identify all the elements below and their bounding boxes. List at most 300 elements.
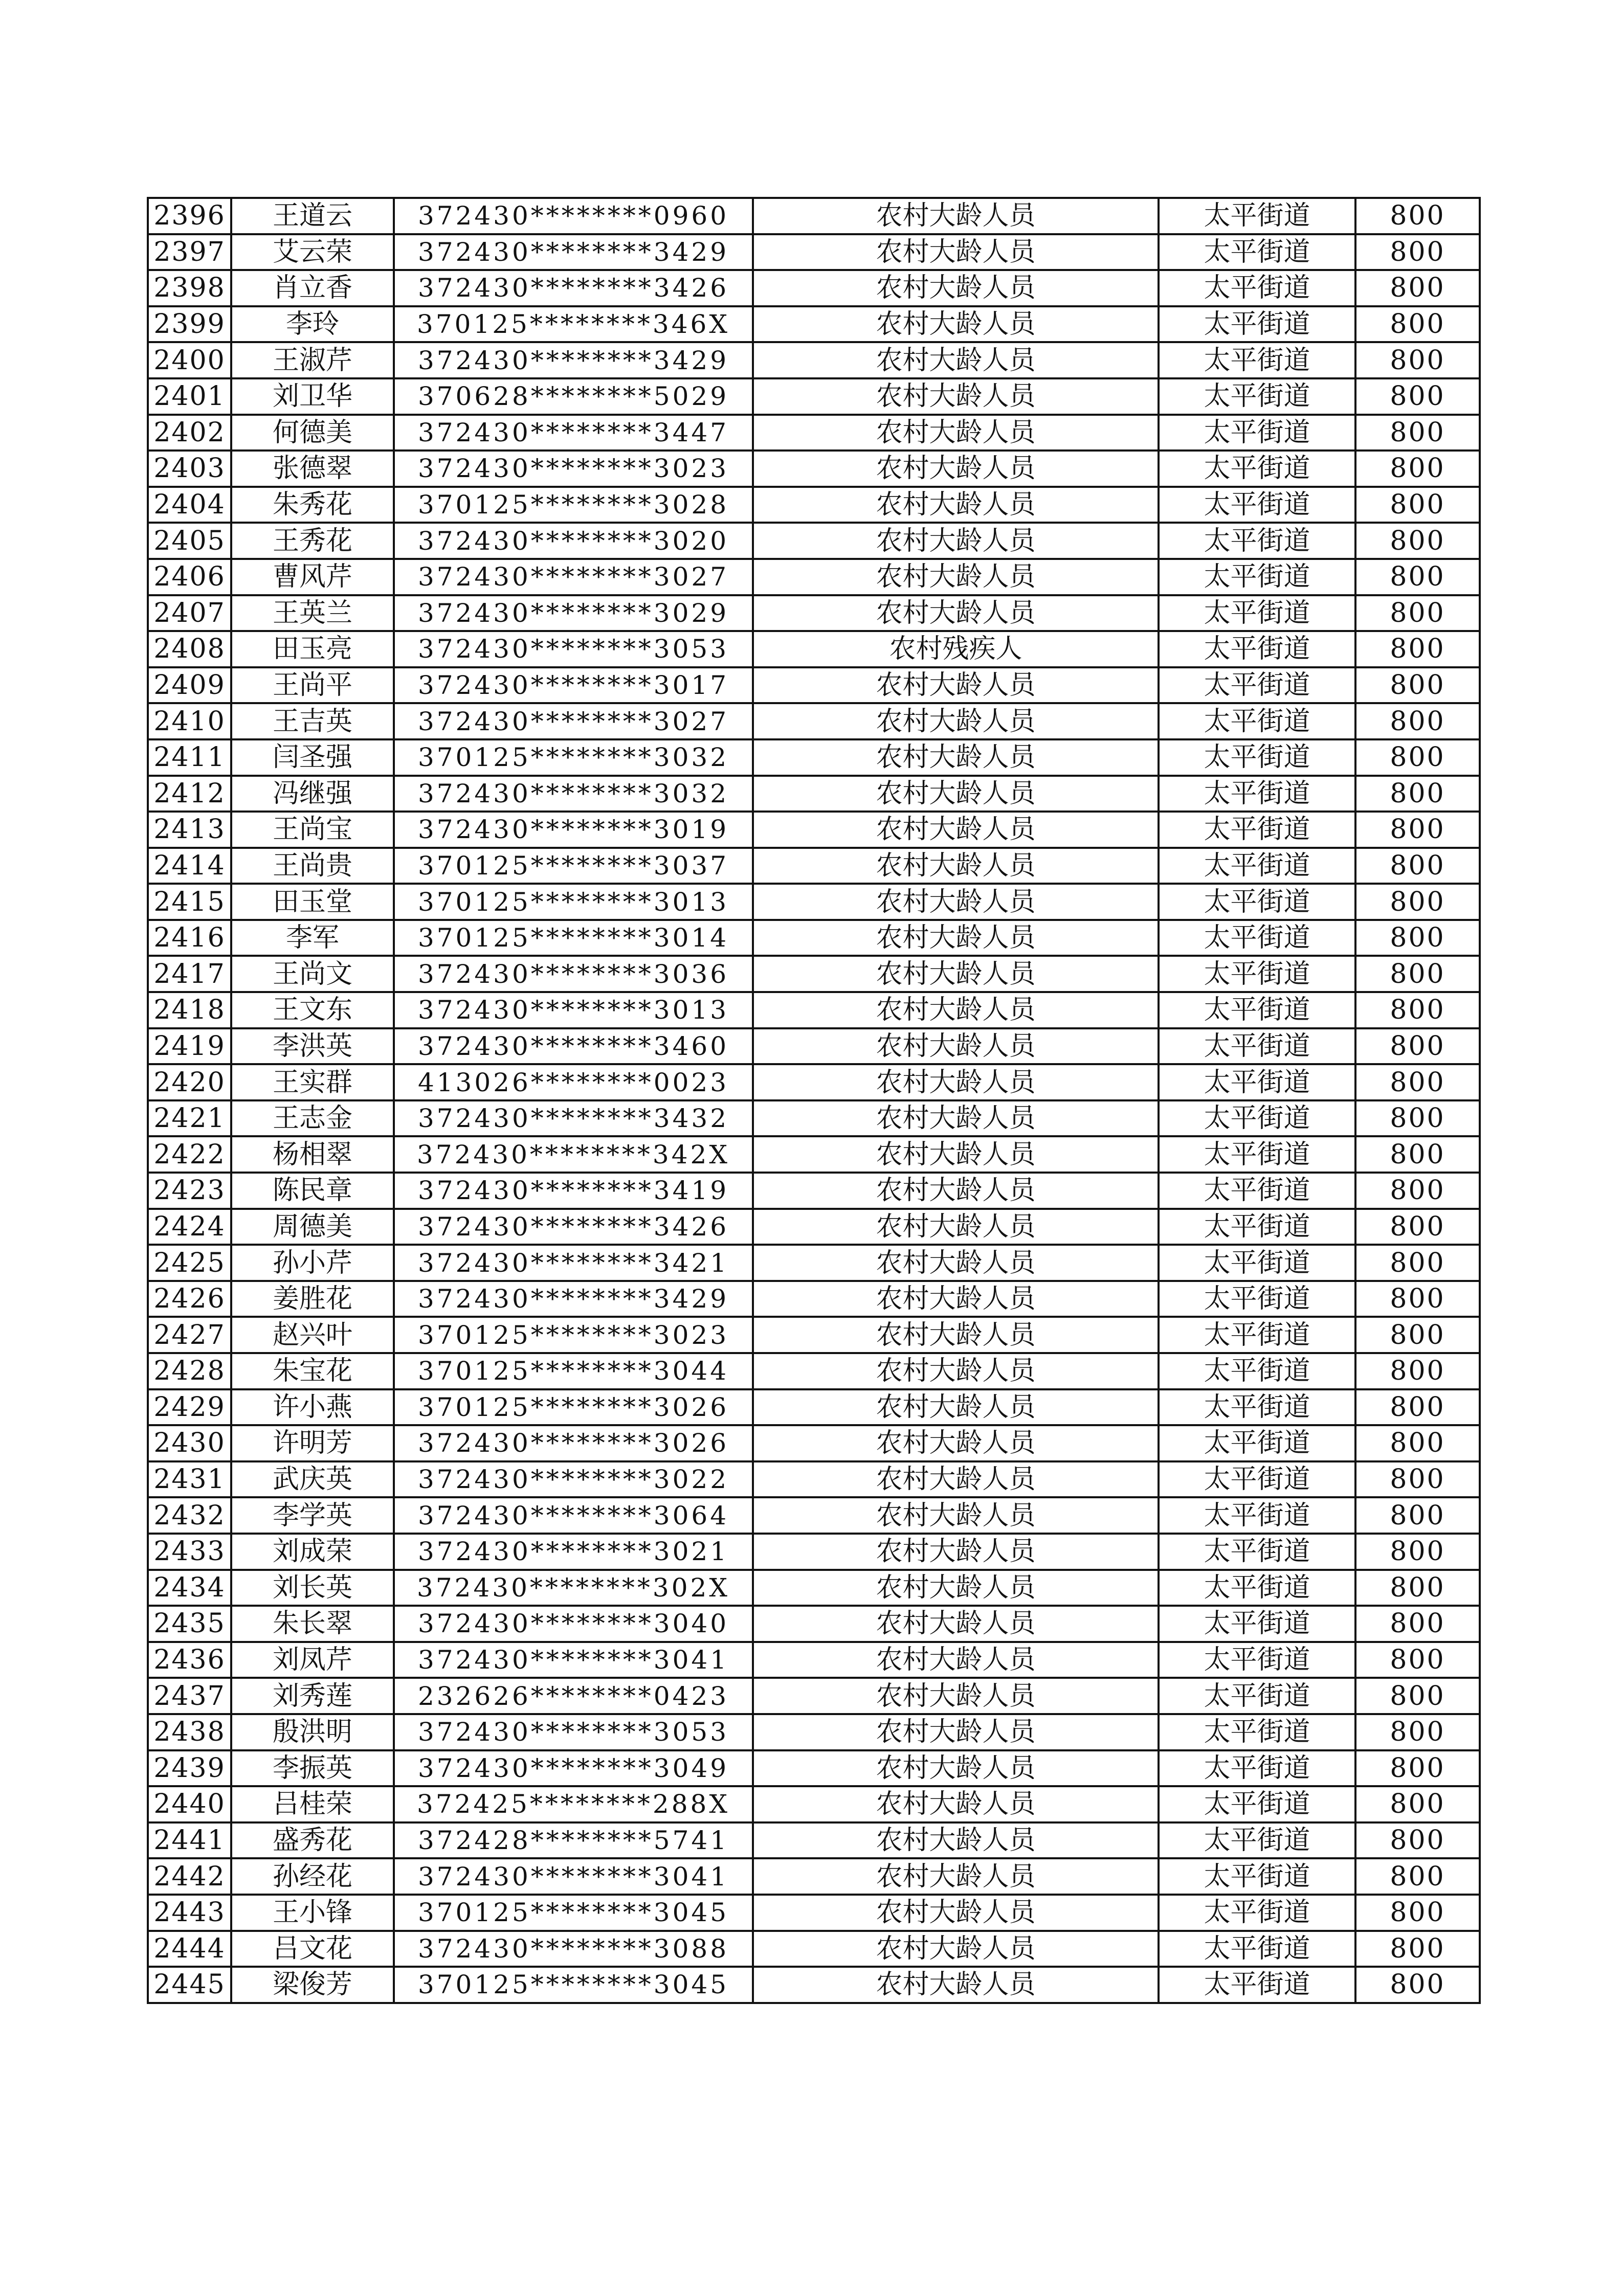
category-cell: 农村大龄人员 xyxy=(753,1967,1159,2003)
id-number-cell: 372430********3460 xyxy=(394,1028,753,1065)
id-number-cell: 370125********3037 xyxy=(394,848,753,884)
category-cell: 农村大龄人员 xyxy=(753,1425,1159,1461)
category-cell: 农村大龄人员 xyxy=(753,1353,1159,1389)
id-number-cell: 370628********5029 xyxy=(394,378,753,415)
name-cell: 田玉亮 xyxy=(231,631,394,667)
seq-cell: 2403 xyxy=(148,451,231,487)
street-cell: 太平街道 xyxy=(1159,451,1355,487)
id-number-cell: 232626********0423 xyxy=(394,1678,753,1714)
name-cell: 何德美 xyxy=(231,415,394,451)
table-row xyxy=(148,739,1480,776)
category-cell: 农村大龄人员 xyxy=(753,1895,1159,1931)
id-number-cell: 372430********3017 xyxy=(394,667,753,704)
id-number-cell: 372425********288X xyxy=(394,1786,753,1822)
table-row xyxy=(148,523,1480,559)
name-cell: 刘卫华 xyxy=(231,378,394,415)
table-row xyxy=(148,884,1480,920)
seq-cell: 2426 xyxy=(148,1281,231,1317)
name-cell: 王淑芹 xyxy=(231,342,394,378)
category-cell: 农村大龄人员 xyxy=(753,595,1159,632)
id-number-cell: 372430********0960 xyxy=(394,198,753,234)
category-cell: 农村大龄人员 xyxy=(753,1606,1159,1642)
name-cell: 李振英 xyxy=(231,1750,394,1787)
name-cell: 刘秀莲 xyxy=(231,1678,394,1714)
id-number-cell: 372430********3029 xyxy=(394,595,753,632)
name-cell: 王文东 xyxy=(231,992,394,1028)
id-number-cell: 372430********3049 xyxy=(394,1750,753,1787)
name-cell: 王道云 xyxy=(231,198,394,234)
amount-cell: 800 xyxy=(1355,1389,1480,1426)
id-number-cell: 372430********3429 xyxy=(394,234,753,271)
amount-cell: 800 xyxy=(1355,487,1480,523)
category-cell: 农村大龄人员 xyxy=(753,812,1159,848)
id-number-cell: 372430********3040 xyxy=(394,1606,753,1642)
amount-cell: 800 xyxy=(1355,920,1480,956)
street-cell: 太平街道 xyxy=(1159,1353,1355,1389)
street-cell: 太平街道 xyxy=(1159,1425,1355,1461)
amount-cell: 800 xyxy=(1355,1642,1480,1678)
amount-cell: 800 xyxy=(1355,1425,1480,1461)
street-cell: 太平街道 xyxy=(1159,559,1355,595)
street-cell: 太平街道 xyxy=(1159,523,1355,559)
category-cell: 农村大龄人员 xyxy=(753,1209,1159,1245)
category-cell: 农村大龄人员 xyxy=(753,523,1159,559)
street-cell: 太平街道 xyxy=(1159,306,1355,343)
amount-cell: 800 xyxy=(1355,1606,1480,1642)
category-cell: 农村大龄人员 xyxy=(753,667,1159,704)
table-row xyxy=(148,1028,1480,1065)
seq-cell: 2405 xyxy=(148,523,231,559)
amount-cell: 800 xyxy=(1355,1714,1480,1750)
category-cell: 农村大龄人员 xyxy=(753,198,1159,234)
table-row xyxy=(148,1822,1480,1859)
street-cell: 太平街道 xyxy=(1159,198,1355,234)
amount-cell: 800 xyxy=(1355,776,1480,812)
table-row xyxy=(148,198,1480,234)
table-row xyxy=(148,1642,1480,1678)
seq-cell: 2396 xyxy=(148,198,231,234)
category-cell: 农村大龄人员 xyxy=(753,1534,1159,1570)
table-row xyxy=(148,1967,1480,2003)
street-cell: 太平街道 xyxy=(1159,1895,1355,1931)
category-cell: 农村大龄人员 xyxy=(753,1497,1159,1534)
amount-cell: 800 xyxy=(1355,1750,1480,1787)
name-cell: 王吉英 xyxy=(231,703,394,739)
name-cell: 梁俊芳 xyxy=(231,1967,394,2003)
street-cell: 太平街道 xyxy=(1159,1642,1355,1678)
name-cell: 许明芳 xyxy=(231,1425,394,1461)
table-row xyxy=(148,992,1480,1028)
name-cell: 孙经花 xyxy=(231,1858,394,1895)
amount-cell: 800 xyxy=(1355,1858,1480,1895)
category-cell: 农村大龄人员 xyxy=(753,703,1159,739)
id-number-cell: 372430********3421 xyxy=(394,1245,753,1281)
category-cell: 农村大龄人员 xyxy=(753,306,1159,343)
street-cell: 太平街道 xyxy=(1159,1173,1355,1209)
id-number-cell: 372430********3429 xyxy=(394,342,753,378)
table-row xyxy=(148,812,1480,848)
street-cell: 太平街道 xyxy=(1159,342,1355,378)
seq-cell: 2425 xyxy=(148,1245,231,1281)
seq-cell: 2414 xyxy=(148,848,231,884)
name-cell: 艾云荣 xyxy=(231,234,394,271)
amount-cell: 800 xyxy=(1355,1136,1480,1173)
name-cell: 周德美 xyxy=(231,1209,394,1245)
table-row xyxy=(148,920,1480,956)
seq-cell: 2417 xyxy=(148,956,231,992)
category-cell: 农村大龄人员 xyxy=(753,776,1159,812)
amount-cell: 800 xyxy=(1355,523,1480,559)
street-cell: 太平街道 xyxy=(1159,776,1355,812)
seq-cell: 2415 xyxy=(148,884,231,920)
street-cell: 太平街道 xyxy=(1159,920,1355,956)
name-cell: 武庆英 xyxy=(231,1461,394,1498)
amount-cell: 800 xyxy=(1355,1245,1480,1281)
amount-cell: 800 xyxy=(1355,1317,1480,1353)
amount-cell: 800 xyxy=(1355,1353,1480,1389)
name-cell: 王尚文 xyxy=(231,956,394,992)
table-row xyxy=(148,451,1480,487)
amount-cell: 800 xyxy=(1355,1967,1480,2003)
amount-cell: 800 xyxy=(1355,1209,1480,1245)
seq-cell: 2418 xyxy=(148,992,231,1028)
street-cell: 太平街道 xyxy=(1159,812,1355,848)
roster-table xyxy=(147,197,1481,2004)
name-cell: 刘长英 xyxy=(231,1570,394,1606)
table-row xyxy=(148,1606,1480,1642)
name-cell: 刘成荣 xyxy=(231,1534,394,1570)
id-number-cell: 370125********346X xyxy=(394,306,753,343)
table-row xyxy=(148,415,1480,451)
seq-cell: 2406 xyxy=(148,559,231,595)
id-number-cell: 372430********3447 xyxy=(394,415,753,451)
category-cell: 农村大龄人员 xyxy=(753,1786,1159,1822)
amount-cell: 800 xyxy=(1355,1461,1480,1498)
seq-cell: 2399 xyxy=(148,306,231,343)
category-cell: 农村大龄人员 xyxy=(753,559,1159,595)
id-number-cell: 370125********3045 xyxy=(394,1895,753,1931)
street-cell: 太平街道 xyxy=(1159,1822,1355,1859)
seq-cell: 2438 xyxy=(148,1714,231,1750)
seq-cell: 2423 xyxy=(148,1173,231,1209)
table-row xyxy=(148,956,1480,992)
name-cell: 孙小芹 xyxy=(231,1245,394,1281)
table-row xyxy=(148,667,1480,704)
amount-cell: 800 xyxy=(1355,270,1480,306)
name-cell: 王英兰 xyxy=(231,595,394,632)
category-cell: 农村大龄人员 xyxy=(753,451,1159,487)
table-row xyxy=(148,1931,1480,1967)
table-row xyxy=(148,1497,1480,1534)
name-cell: 吕桂荣 xyxy=(231,1786,394,1822)
table-row xyxy=(148,306,1480,343)
name-cell: 王秀花 xyxy=(231,523,394,559)
category-cell: 农村大龄人员 xyxy=(753,1389,1159,1426)
table-row xyxy=(148,1064,1480,1100)
category-cell: 农村大龄人员 xyxy=(753,487,1159,523)
street-cell: 太平街道 xyxy=(1159,1281,1355,1317)
id-number-cell: 370125********3045 xyxy=(394,1967,753,2003)
street-cell: 太平街道 xyxy=(1159,1064,1355,1100)
id-number-cell: 372430********3041 xyxy=(394,1858,753,1895)
seq-cell: 2439 xyxy=(148,1750,231,1787)
id-number-cell: 372430********3432 xyxy=(394,1100,753,1137)
street-cell: 太平街道 xyxy=(1159,884,1355,920)
category-cell: 农村大龄人员 xyxy=(753,1858,1159,1895)
category-cell: 农村大龄人员 xyxy=(753,234,1159,271)
street-cell: 太平街道 xyxy=(1159,667,1355,704)
name-cell: 张德翠 xyxy=(231,451,394,487)
category-cell: 农村大龄人员 xyxy=(753,270,1159,306)
street-cell: 太平街道 xyxy=(1159,703,1355,739)
street-cell: 太平街道 xyxy=(1159,992,1355,1028)
table-row xyxy=(148,1389,1480,1426)
id-number-cell: 370125********3028 xyxy=(394,487,753,523)
seq-cell: 2416 xyxy=(148,920,231,956)
seq-cell: 2435 xyxy=(148,1606,231,1642)
id-number-cell: 372430********3419 xyxy=(394,1173,753,1209)
street-cell: 太平街道 xyxy=(1159,1570,1355,1606)
category-cell: 农村大龄人员 xyxy=(753,1028,1159,1065)
table-row xyxy=(148,595,1480,632)
category-cell: 农村大龄人员 xyxy=(753,848,1159,884)
amount-cell: 800 xyxy=(1355,595,1480,632)
id-number-cell: 372430********3036 xyxy=(394,956,753,992)
table-row xyxy=(148,1317,1480,1353)
amount-cell: 800 xyxy=(1355,342,1480,378)
name-cell: 朱秀花 xyxy=(231,487,394,523)
street-cell: 太平街道 xyxy=(1159,848,1355,884)
id-number-cell: 372430********3053 xyxy=(394,1714,753,1750)
seq-cell: 2424 xyxy=(148,1209,231,1245)
id-number-cell: 413026********0023 xyxy=(394,1064,753,1100)
amount-cell: 800 xyxy=(1355,812,1480,848)
name-cell: 李玲 xyxy=(231,306,394,343)
table-row xyxy=(148,1534,1480,1570)
seq-cell: 2413 xyxy=(148,812,231,848)
id-number-cell: 372430********3019 xyxy=(394,812,753,848)
table-row xyxy=(148,342,1480,378)
category-cell: 农村大龄人员 xyxy=(753,415,1159,451)
id-number-cell: 372430********3026 xyxy=(394,1425,753,1461)
seq-cell: 2441 xyxy=(148,1822,231,1859)
category-cell: 农村大龄人员 xyxy=(753,920,1159,956)
id-number-cell: 370125********3026 xyxy=(394,1389,753,1426)
seq-cell: 2432 xyxy=(148,1497,231,1534)
category-cell: 农村大龄人员 xyxy=(753,378,1159,415)
seq-cell: 2409 xyxy=(148,667,231,704)
street-cell: 太平街道 xyxy=(1159,1786,1355,1822)
street-cell: 太平街道 xyxy=(1159,1858,1355,1895)
name-cell: 朱宝花 xyxy=(231,1353,394,1389)
seq-cell: 2421 xyxy=(148,1100,231,1137)
amount-cell: 800 xyxy=(1355,1497,1480,1534)
amount-cell: 800 xyxy=(1355,1822,1480,1859)
table-row xyxy=(148,1786,1480,1822)
id-number-cell: 370125********3032 xyxy=(394,739,753,776)
table-row xyxy=(148,1895,1480,1931)
amount-cell: 800 xyxy=(1355,306,1480,343)
street-cell: 太平街道 xyxy=(1159,1245,1355,1281)
category-cell: 农村大龄人员 xyxy=(753,342,1159,378)
id-number-cell: 372430********3053 xyxy=(394,631,753,667)
name-cell: 盛秀花 xyxy=(231,1822,394,1859)
name-cell: 冯继强 xyxy=(231,776,394,812)
seq-cell: 2401 xyxy=(148,378,231,415)
street-cell: 太平街道 xyxy=(1159,739,1355,776)
name-cell: 许小燕 xyxy=(231,1389,394,1426)
roster-body xyxy=(148,198,1480,2003)
amount-cell: 800 xyxy=(1355,884,1480,920)
amount-cell: 800 xyxy=(1355,1570,1480,1606)
name-cell: 王尚平 xyxy=(231,667,394,704)
seq-cell: 2442 xyxy=(148,1858,231,1895)
amount-cell: 800 xyxy=(1355,1100,1480,1137)
amount-cell: 800 xyxy=(1355,1678,1480,1714)
category-cell: 农村大龄人员 xyxy=(753,1570,1159,1606)
street-cell: 太平街道 xyxy=(1159,595,1355,632)
seq-cell: 2434 xyxy=(148,1570,231,1606)
id-number-cell: 370125********3014 xyxy=(394,920,753,956)
amount-cell: 800 xyxy=(1355,992,1480,1028)
id-number-cell: 372430********3429 xyxy=(394,1281,753,1317)
name-cell: 杨相翠 xyxy=(231,1136,394,1173)
amount-cell: 800 xyxy=(1355,1281,1480,1317)
seq-cell: 2422 xyxy=(148,1136,231,1173)
id-number-cell: 372430********3088 xyxy=(394,1931,753,1967)
category-cell: 农村大龄人员 xyxy=(753,1100,1159,1137)
street-cell: 太平街道 xyxy=(1159,1209,1355,1245)
name-cell: 刘凤芹 xyxy=(231,1642,394,1678)
seq-cell: 2407 xyxy=(148,595,231,632)
street-cell: 太平街道 xyxy=(1159,487,1355,523)
seq-cell: 2419 xyxy=(148,1028,231,1065)
amount-cell: 800 xyxy=(1355,956,1480,992)
amount-cell: 800 xyxy=(1355,1028,1480,1065)
street-cell: 太平街道 xyxy=(1159,1461,1355,1498)
amount-cell: 800 xyxy=(1355,415,1480,451)
name-cell: 李军 xyxy=(231,920,394,956)
name-cell: 王尚贵 xyxy=(231,848,394,884)
id-number-cell: 370125********3044 xyxy=(394,1353,753,1389)
street-cell: 太平街道 xyxy=(1159,1967,1355,2003)
id-number-cell: 372430********3041 xyxy=(394,1642,753,1678)
street-cell: 太平街道 xyxy=(1159,415,1355,451)
id-number-cell: 372430********342X xyxy=(394,1136,753,1173)
name-cell: 王实群 xyxy=(231,1064,394,1100)
amount-cell: 800 xyxy=(1355,451,1480,487)
category-cell: 农村大龄人员 xyxy=(753,1714,1159,1750)
amount-cell: 800 xyxy=(1355,378,1480,415)
table-row xyxy=(148,234,1480,271)
category-cell: 农村大龄人员 xyxy=(753,1317,1159,1353)
seq-cell: 2445 xyxy=(148,1967,231,2003)
category-cell: 农村大龄人员 xyxy=(753,1136,1159,1173)
table-row xyxy=(148,1858,1480,1895)
seq-cell: 2428 xyxy=(148,1353,231,1389)
seq-cell: 2402 xyxy=(148,415,231,451)
amount-cell: 800 xyxy=(1355,198,1480,234)
category-cell: 农村大龄人员 xyxy=(753,1173,1159,1209)
seq-cell: 2420 xyxy=(148,1064,231,1100)
amount-cell: 800 xyxy=(1355,1895,1480,1931)
seq-cell: 2411 xyxy=(148,739,231,776)
id-number-cell: 372430********3027 xyxy=(394,559,753,595)
id-number-cell: 372430********3426 xyxy=(394,270,753,306)
street-cell: 太平街道 xyxy=(1159,1100,1355,1137)
id-number-cell: 372428********5741 xyxy=(394,1822,753,1859)
table-row xyxy=(148,1425,1480,1461)
table-row xyxy=(148,1678,1480,1714)
seq-cell: 2431 xyxy=(148,1461,231,1498)
id-number-cell: 372430********3020 xyxy=(394,523,753,559)
street-cell: 太平街道 xyxy=(1159,1534,1355,1570)
amount-cell: 800 xyxy=(1355,1064,1480,1100)
seq-cell: 2400 xyxy=(148,342,231,378)
seq-cell: 2398 xyxy=(148,270,231,306)
street-cell: 太平街道 xyxy=(1159,1136,1355,1173)
street-cell: 太平街道 xyxy=(1159,956,1355,992)
id-number-cell: 372430********3023 xyxy=(394,451,753,487)
table-row xyxy=(148,1353,1480,1389)
street-cell: 太平街道 xyxy=(1159,1028,1355,1065)
table-row xyxy=(148,487,1480,523)
seq-cell: 2408 xyxy=(148,631,231,667)
table-row xyxy=(148,1750,1480,1787)
amount-cell: 800 xyxy=(1355,234,1480,271)
seq-cell: 2437 xyxy=(148,1678,231,1714)
street-cell: 太平街道 xyxy=(1159,270,1355,306)
category-cell: 农村大龄人员 xyxy=(753,1931,1159,1967)
street-cell: 太平街道 xyxy=(1159,234,1355,271)
seq-cell: 2444 xyxy=(148,1931,231,1967)
id-number-cell: 370125********3023 xyxy=(394,1317,753,1353)
category-cell: 农村大龄人员 xyxy=(753,1281,1159,1317)
amount-cell: 800 xyxy=(1355,559,1480,595)
table-row xyxy=(148,776,1480,812)
name-cell: 王志金 xyxy=(231,1100,394,1137)
table-row xyxy=(148,559,1480,595)
seq-cell: 2443 xyxy=(148,1895,231,1931)
name-cell: 殷洪明 xyxy=(231,1714,394,1750)
category-cell: 农村大龄人员 xyxy=(753,1822,1159,1859)
name-cell: 田玉堂 xyxy=(231,884,394,920)
table-row xyxy=(148,378,1480,415)
seq-cell: 2440 xyxy=(148,1786,231,1822)
table-row xyxy=(148,1570,1480,1606)
table-row xyxy=(148,1714,1480,1750)
street-cell: 太平街道 xyxy=(1159,1497,1355,1534)
id-number-cell: 372430********302X xyxy=(394,1570,753,1606)
street-cell: 太平街道 xyxy=(1159,1678,1355,1714)
street-cell: 太平街道 xyxy=(1159,1606,1355,1642)
street-cell: 太平街道 xyxy=(1159,1389,1355,1426)
name-cell: 王尚宝 xyxy=(231,812,394,848)
table-row xyxy=(148,848,1480,884)
category-cell: 农村残疾人 xyxy=(753,631,1159,667)
category-cell: 农村大龄人员 xyxy=(753,1642,1159,1678)
street-cell: 太平街道 xyxy=(1159,1317,1355,1353)
name-cell: 赵兴叶 xyxy=(231,1317,394,1353)
amount-cell: 800 xyxy=(1355,1931,1480,1967)
category-cell: 农村大龄人员 xyxy=(753,1245,1159,1281)
category-cell: 农村大龄人员 xyxy=(753,1678,1159,1714)
amount-cell: 800 xyxy=(1355,848,1480,884)
seq-cell: 2397 xyxy=(148,234,231,271)
category-cell: 农村大龄人员 xyxy=(753,1064,1159,1100)
seq-cell: 2436 xyxy=(148,1642,231,1678)
street-cell: 太平街道 xyxy=(1159,1750,1355,1787)
